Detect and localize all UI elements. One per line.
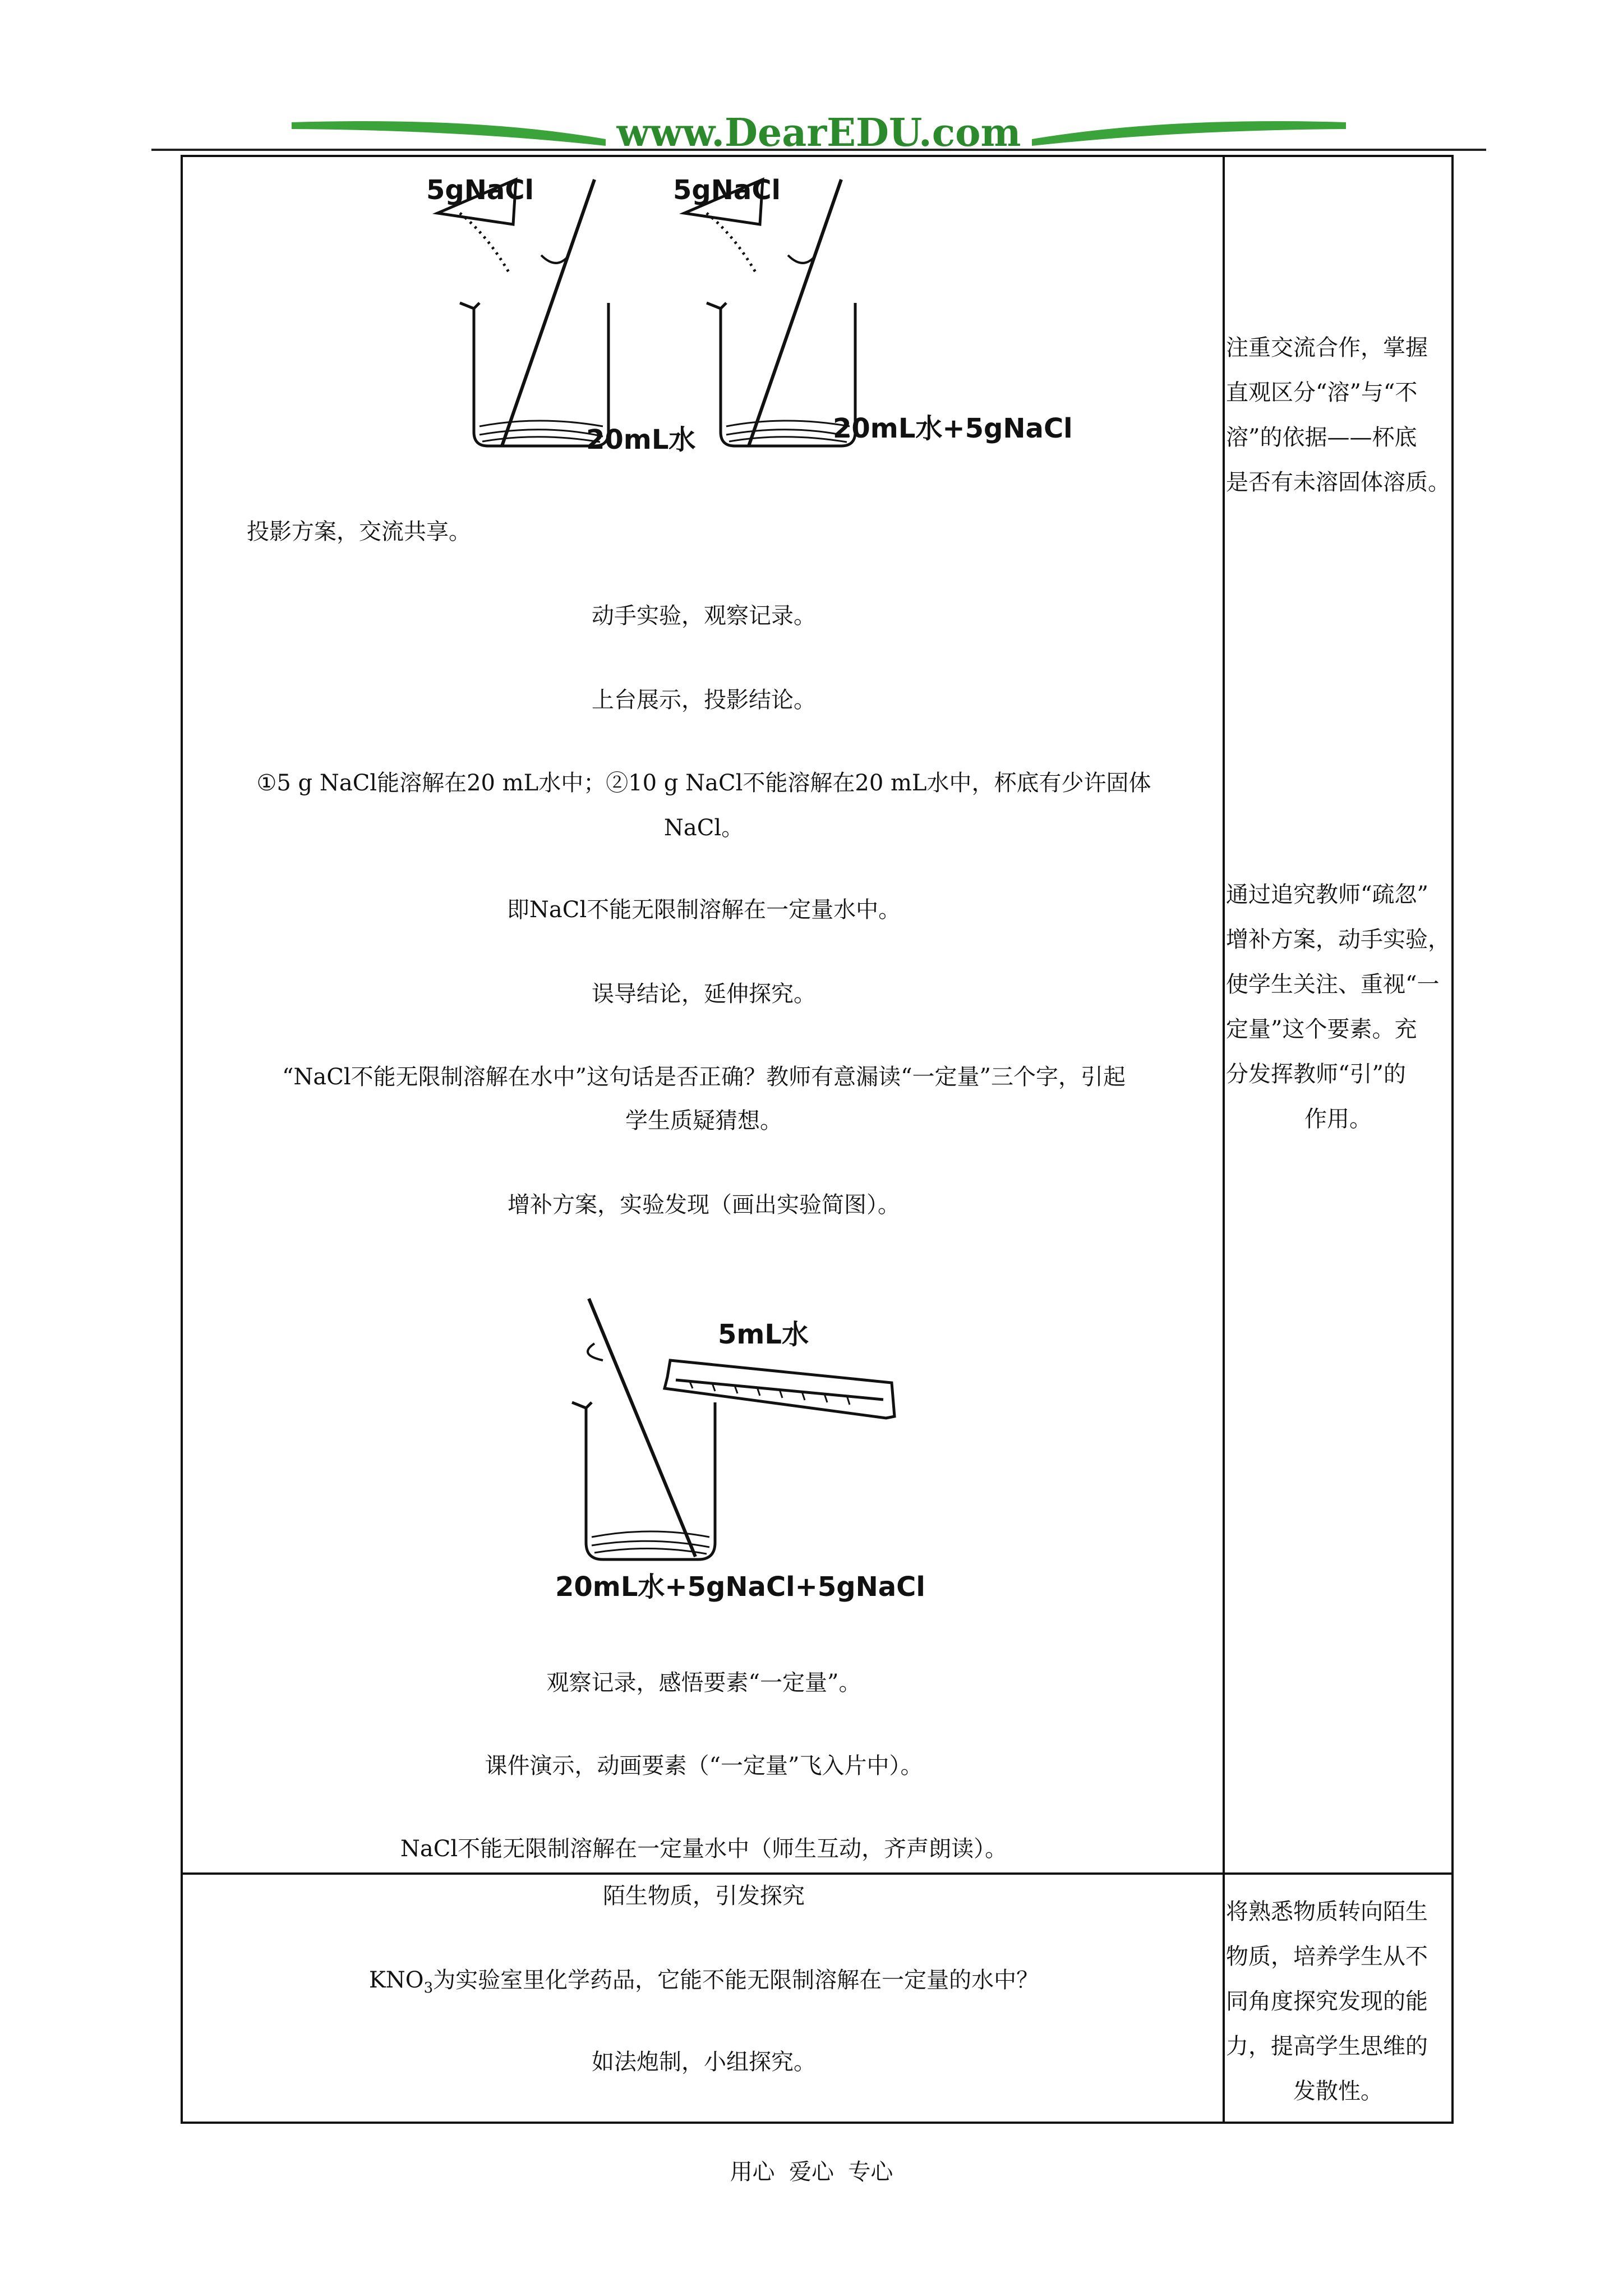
side-note-2-line: 分发挥教师“引”的	[1226, 1061, 1406, 1087]
cylinder-label: 5mL水	[718, 1319, 809, 1350]
text-question-line-1: “NaCl不能无限制溶解在水中”这句话是否正确？教师有意漏读“一定量”三个字，引起	[282, 1064, 1126, 1090]
side-note-1	[1226, 325, 1450, 505]
side-note-2-line: 增补方案，动手实验，	[1226, 927, 1450, 953]
text-supplement-plan: 增补方案，实验发现（画出实验简图）。	[508, 1192, 900, 1218]
experiment-figure-2	[555, 1290, 937, 1604]
text-projection-plan: 投影方案，交流共享。	[247, 519, 471, 545]
text-result-line-1: ①5 g NaCl能溶解在20 mL水中；②10 g NaCl不能溶解在20 mL水中，杯底有少许固体	[256, 770, 1151, 796]
page-footer: 用心 爱心 专心	[730, 2159, 893, 2185]
side-note-3-line: 同角度探究发现的能	[1226, 1989, 1428, 2014]
measuring-cylinder	[665, 1360, 895, 1418]
side-note-3-line: 发散性。	[1293, 2078, 1383, 2104]
beaker-setup-right	[684, 180, 855, 446]
side-note-2-line: 定量”这个要素。充	[1226, 1016, 1417, 1042]
header-rule	[151, 149, 1486, 151]
packet-label-right: 5gNaCl	[673, 174, 781, 206]
beaker-label-left: 20mL水	[586, 424, 696, 455]
side-note-3	[1226, 1889, 1450, 2114]
beaker-setup-left	[437, 180, 608, 446]
text-question-line-2: 学生质疑猜想。	[625, 1108, 782, 1134]
row2-title: 陌生物质，引发探究	[603, 1883, 805, 1909]
side-note-3-line: 将熟悉物质转向陌生	[1226, 1899, 1428, 1925]
beaker-label-right: 20mL水+5gNaCl	[833, 413, 1073, 444]
side-note-1-line: 溶”的依据——杯底	[1226, 425, 1417, 450]
text-hands-on: 动手实验，观察记录。	[592, 603, 816, 629]
site-logo-text: www.DearEDU.com	[616, 111, 1021, 155]
text-read-aloud: NaCl不能无限制溶解在一定量水中（师生互动，齐声朗读）。	[400, 1836, 1008, 1862]
table-column-divider	[1223, 155, 1225, 2124]
side-note-2	[1226, 872, 1450, 1142]
text-misleading: 误导结论，延伸探究。	[592, 981, 816, 1007]
side-note-2-line: 作用。	[1304, 1106, 1372, 1132]
side-note-2-line: 通过追究教师“疏忽”	[1226, 882, 1428, 908]
side-note-2-line: 使学生关注、重视“一	[1226, 972, 1440, 997]
row2-question	[185, 1958, 1223, 2010]
packet-label-left: 5gNaCl	[426, 174, 534, 206]
side-note-1-line: 注重交流合作，掌握	[1226, 335, 1428, 361]
side-note-1-line: 是否有未溶固体溶质。	[1226, 470, 1450, 495]
text-observe-record: 观察记录，感悟要素“一定量”。	[546, 1670, 861, 1696]
side-note-3-line: 力，提高学生思维的	[1226, 2033, 1428, 2059]
text-courseware-demo: 课件演示，动画要素（“一定量”飞入片中）。	[485, 1753, 923, 1779]
side-note-1-line: 直观区分“溶”与“不	[1226, 380, 1418, 406]
row2-question-post: 为实验室里化学药品，它能不能无限制溶解在一定量的水中？	[433, 1967, 1039, 1993]
text-show-conclusion: 上台展示，投影结论。	[592, 687, 816, 713]
side-note-3-line: 物质，培养学生从不	[1226, 1944, 1428, 1970]
row2-question-pre: KNO	[368, 1967, 424, 1993]
text-result-line-2: NaCl。	[663, 815, 744, 841]
beaker-label-mixed: 20mL水+5gNaCl+5gNaCl	[555, 1571, 925, 1603]
experiment-figure-1	[426, 168, 1077, 460]
row2-question-sub: 3	[423, 1980, 434, 1996]
row2-action: 如法炮制，小组探究。	[592, 2049, 816, 2075]
text-conclusion: 即NaCl不能无限制溶解在一定量水中。	[506, 897, 901, 923]
